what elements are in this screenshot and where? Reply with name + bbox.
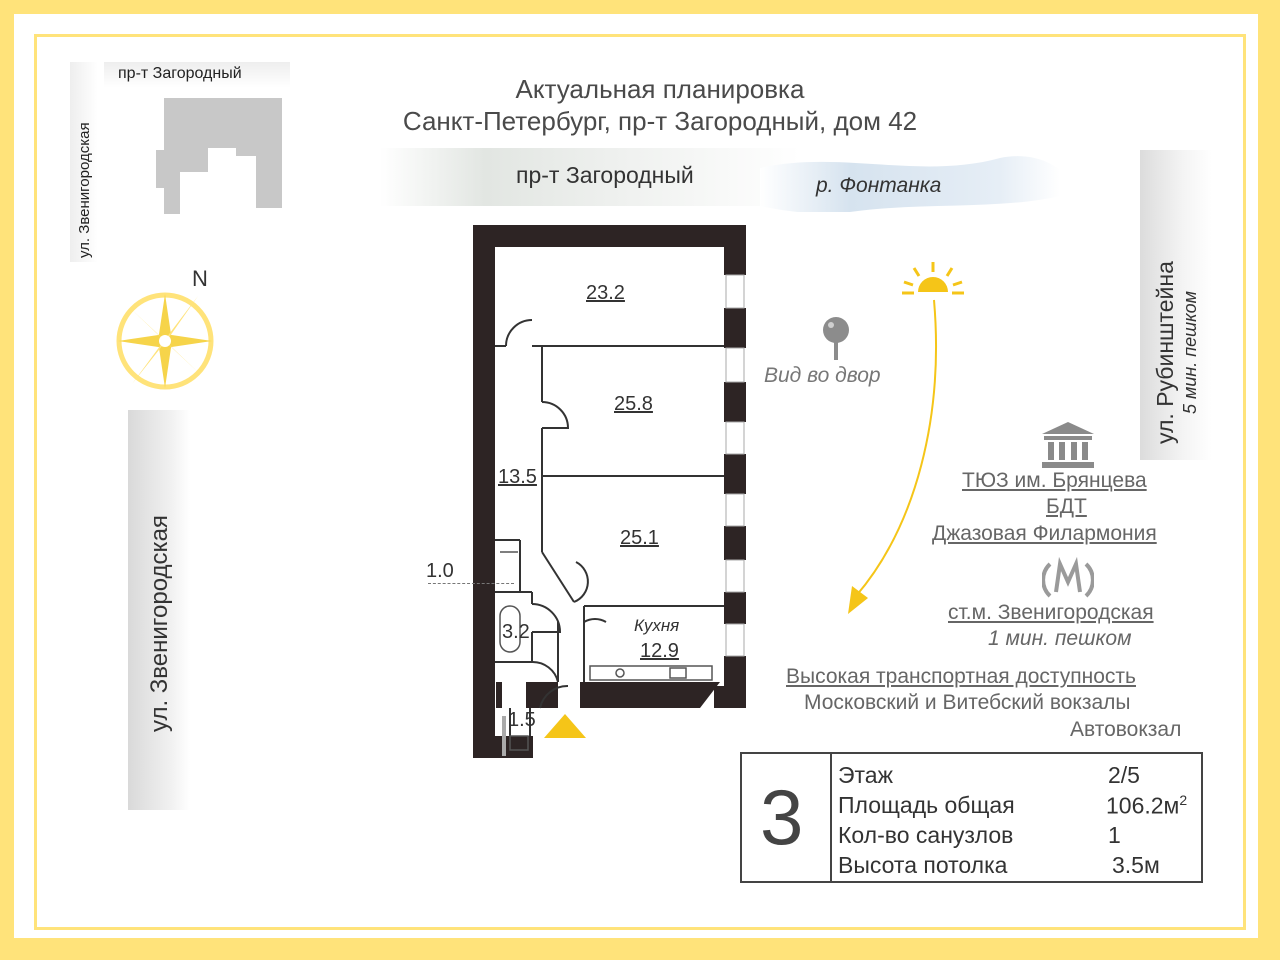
jazz-philharmonic: Джазовая Филармония xyxy=(932,522,1157,545)
corridor-area: 13.5 xyxy=(498,466,537,488)
compass-icon xyxy=(110,286,220,396)
railway-stations: Московский и Витебский вокзалы xyxy=(804,691,1131,714)
entrance-arrow-icon xyxy=(542,712,588,740)
sun-path-arrow xyxy=(836,296,946,626)
kitchen-label: Кухня xyxy=(634,616,680,635)
rooms-count: 3 xyxy=(760,773,804,861)
room-area-25-1: 25.1 xyxy=(620,527,659,549)
metro-walk: 1 мин. пешком xyxy=(988,627,1132,650)
mini-map-top-street: пр-т Загородный xyxy=(118,65,242,82)
ceiling-value: 3.5м xyxy=(1112,852,1160,878)
road-band xyxy=(380,140,1060,212)
bathrooms-label: Кол-во санузлов xyxy=(838,822,1014,848)
area-unit-sup: 2 xyxy=(1179,792,1188,808)
road-label: пр-т Загородный xyxy=(516,162,694,188)
wc-leader xyxy=(428,583,514,584)
building-footprint xyxy=(156,98,286,278)
toilet-area: 1.5 xyxy=(508,709,536,731)
bathroom-area: 3.2 xyxy=(502,621,530,643)
area-label: Площадь общая xyxy=(838,792,1015,818)
room-area-25-8: 25.8 xyxy=(614,393,653,415)
metro-station: ст.м. Звенигородская xyxy=(948,601,1154,624)
floor-value: 2/5 xyxy=(1108,762,1140,788)
floor-label: Этаж xyxy=(838,762,893,788)
compass-north-label: N xyxy=(192,266,208,291)
mini-map xyxy=(70,62,290,262)
area-value xyxy=(1106,792,1187,820)
wc-area: 1.0 xyxy=(426,560,454,582)
theatre-tyuz: ТЮЗ им. Брянцева xyxy=(962,469,1147,492)
ceiling-label: Высота потолка xyxy=(838,852,1008,878)
mini-map-left-street: ул. Звенигородская xyxy=(76,122,93,258)
right-street-walk: 5 мин. пешком xyxy=(1180,291,1200,414)
transport-access: Высокая транспортная доступность xyxy=(786,665,1136,688)
river-label: р. Фонтанка xyxy=(816,174,942,197)
right-street-label: ул. Рубинштейна xyxy=(1152,261,1178,444)
location-pin-icon xyxy=(820,316,852,362)
bus-station: Автовокзал xyxy=(1070,718,1182,741)
sun-icon xyxy=(900,260,966,300)
theatre-bdt: БДТ xyxy=(1046,495,1087,518)
metro-icon xyxy=(1042,556,1094,600)
theatre-icon xyxy=(1040,420,1096,470)
left-street-label: ул. Звенигородская xyxy=(146,515,173,732)
area-number: 106.2м xyxy=(1106,792,1180,819)
title-line1: Актуальная планировка xyxy=(515,74,805,104)
room-area-23: 23.2 xyxy=(586,282,625,304)
bathrooms-value: 1 xyxy=(1108,822,1121,848)
title-line2: Санкт-Петербург, пр-т Загородный, дом 42 xyxy=(402,106,918,136)
view-label: Вид во двор xyxy=(764,364,881,387)
kitchen-area: 12.9 xyxy=(640,640,679,662)
stats-divider xyxy=(830,752,832,883)
